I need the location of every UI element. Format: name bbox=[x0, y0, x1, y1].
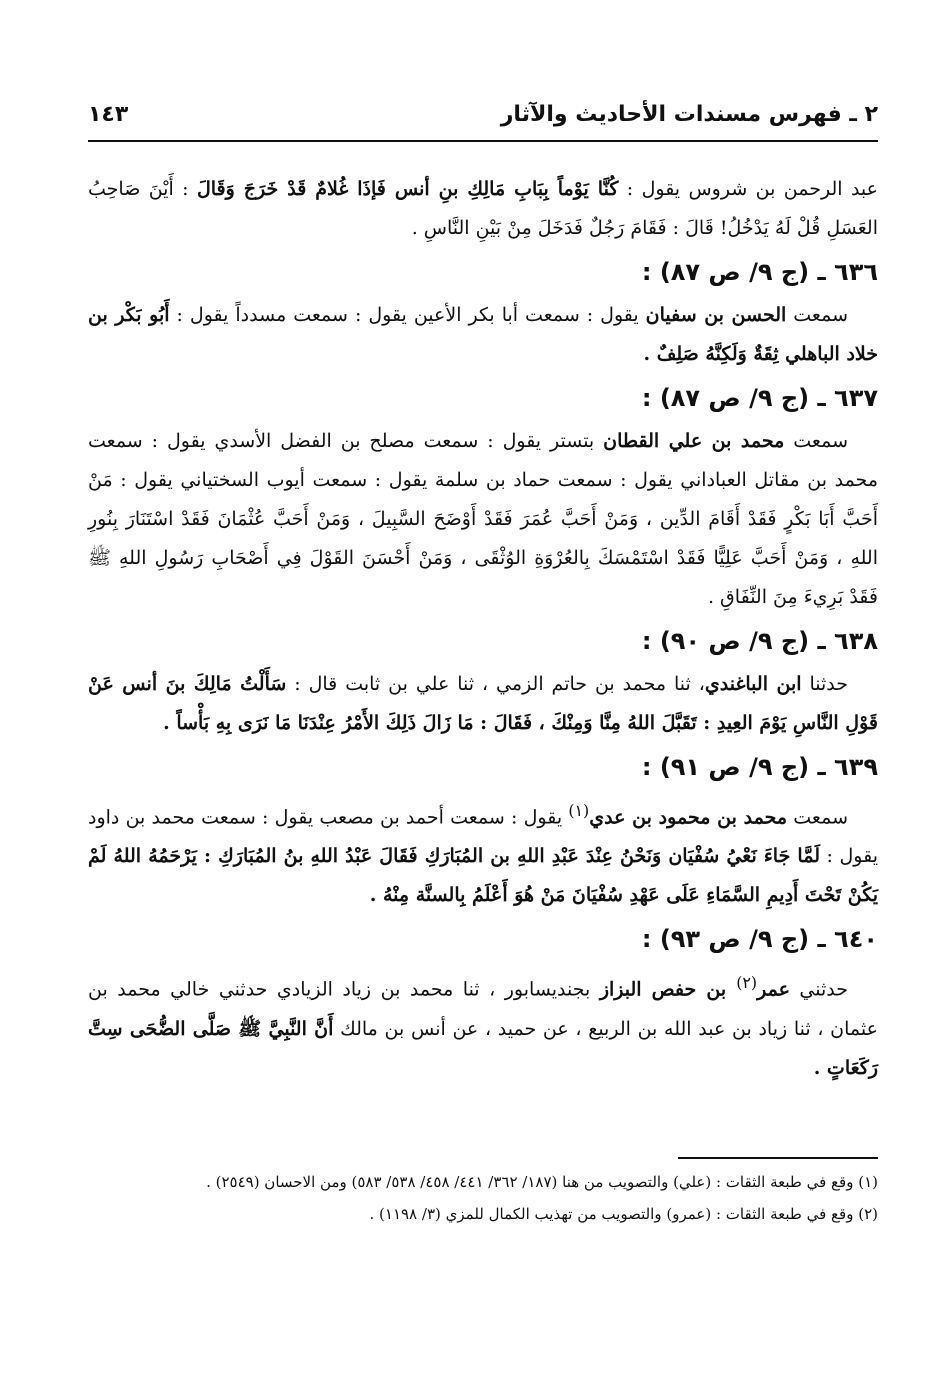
text-run: بجنديسابور ، ثنا محمد بن زياد الزيادي حدثني خالي محمد بن عثمان ، ثنا زياد بن عبد الله بن الربيع ، عن حميد ، عن أنس بن مالك bbox=[88, 978, 878, 1040]
entry-heading-636: ٦٣٦ ـ (ج ٩/ ص ٨٧) : bbox=[641, 258, 878, 286]
bold-quote: أَبُو بَكْر بن خلاد الباهلي ثِقَةٌ وَلَكِنَّهُ صَلِفٌ . bbox=[88, 304, 878, 365]
footnote-ref: (٢) bbox=[736, 973, 758, 993]
entry-heading-638: ٦٣٨ ـ (ج ٩/ ص ٩٠) : bbox=[641, 627, 878, 655]
text-run: بتستر يقول : سمعت مصلح بن الفضل الأسدي يقول : سمعت محمد بن مقاتل العباداني يقول : سمعت حماد بن سلمة يقول : سمعت أيوب السختياني يقول : مَنْ أَحَبَّ أَبَا بَكْرٍ فَقَدْ أَقَامَ الدِّين ، وَمَنْ أَحَبَّ عُمَرَ فَقَدْ أَوْضَحَ السَّبِيلَ ، وَمَنْ أَحَبَّ عُثْمَانَ فَقَدْ اسْتَنَارَ بِنُورِ اللهِ ، وَمَنْ أَحَبَّ عَلِيًّا فَقَدْ اسْتَمْسَكَ بِالعُرْوَةِ الوُثْقَى ، وَمَنْ أَحْسَنَ القَوْلَ فِي أَصْحَابِ رَسُولِ اللهِ ﷺ فَقَدْ بَرِيءَ مِنَ النِّفَاقِ . bbox=[88, 430, 878, 608]
bold-quote: لَمَّا جَاءَ نَعْيُ سُفْيَان وَنَحْنُ عِنْدَ عَبْدِ اللهِ بن المُبَارَكِ فَقَالَ عَبْدُ اللهِ بنُ المُبَارَكِ : يَرْحَمُهُ اللهُ لَمْ يَكُنْ تَحْتَ أَدِيمِ السَّمَاءِ عَلَى عَهْدِ سُفْيَانَ مَنْ هُوَ أَعْلَمُ بِالسنَّة مِنْهُ . bbox=[88, 845, 878, 907]
text-run: عبد الرحمن بن شروس يقول : bbox=[618, 178, 878, 200]
entry-heading-639: ٦٣٩ ـ (ج ٩/ ص ٩١) : bbox=[641, 753, 878, 781]
entry-heading-637: ٦٣٧ ـ (ج ٩/ ص ٨٧) : bbox=[641, 384, 878, 412]
entry-text-639 bbox=[88, 791, 878, 915]
text-run: سمعت bbox=[787, 806, 848, 829]
text-run: سمعت bbox=[784, 430, 848, 452]
text-run: : أَيْنَ صَاحِبُ العَسَلِ قُلْ لَهُ يَدْخُلُ! قَالَ : فَقَامَ رَجُلٌ فَدَخَلَ مِنْ بَيْنِ النَّاسِ . bbox=[88, 178, 878, 239]
footnotes bbox=[88, 1168, 878, 1232]
entry-heading-640: ٦٤٠ ـ (ج ٩/ ص ٩٣) : bbox=[641, 925, 878, 954]
narrator-name: محمد بن علي القطان bbox=[603, 430, 785, 452]
text-run: سمعت bbox=[786, 304, 848, 326]
footnote-ref: (١) bbox=[568, 801, 590, 820]
entry-text-640 bbox=[88, 963, 878, 1087]
page-body bbox=[88, 170, 878, 1088]
continued-paragraph bbox=[88, 170, 878, 248]
running-title: ٢ ـ فهرس مسندات الأحاديث والآثار bbox=[500, 102, 878, 127]
footnote-1: (١) وقع في طبعة الثقات : (علي) والتصويب من هنا (١٨٧/ ٣٦٢/ ٤٤١/ ٤٥٨/ ٥٣٨/ ٥٨٣) ومن الاحسان (٢٥٤٩) . bbox=[206, 1173, 878, 1191]
bold-quote: سَأَلْتُ مَالِكَ بنَ أنس عَنْ قَوْلِ النَّاسِ يَوْمَ العِيدِ : تَقَبَّلَ اللهُ مِنَّا وَمِنْكَ ، فَقَالَ : مَا زَالَ ذَلِكَ الأَمْرُ عِنْدَنَا مَا نَرَى بِهِ بَأْساً . bbox=[88, 673, 878, 734]
entry-text-637 bbox=[88, 422, 878, 617]
narrator-name: محمد بن محمود بن عدي bbox=[589, 806, 788, 829]
text-run: حدثنا bbox=[801, 673, 848, 695]
bold-quote: كُنَّا يَوْماً بِبَابِ مَالِكِ بنِ أنس فَإذَا غُلامٌ قَدْ خَرَجَ وَقَالَ bbox=[196, 178, 619, 200]
text-run: حدثني bbox=[789, 978, 849, 1001]
text-run: ، ثنا محمد بن حاتم الزمي ، ثنا علي بن ثابت قال : bbox=[286, 673, 705, 695]
page-number: ١٤٣ bbox=[88, 102, 129, 127]
page-header bbox=[88, 100, 878, 142]
text-run: يقول : سمعت أحمد بن مصعب يقول : سمعت محمد بن داود يقول : bbox=[88, 806, 878, 868]
narrator-name: عمر bbox=[757, 978, 790, 1001]
footnote-2: (٢) وقع في طبعة الثقات : (عمرو) والتصويب من تهذيب الكمال للمزي (٣/ ١١٩٨) . bbox=[369, 1205, 878, 1223]
narrator-name: الحسن بن سفيان bbox=[645, 304, 787, 326]
footnote-divider bbox=[678, 1157, 878, 1159]
entry-text-638 bbox=[88, 665, 878, 743]
text-run: يقول : سمعت أبا بكر الأعين يقول : سمعت مسدداً يقول : bbox=[169, 304, 646, 326]
book-page bbox=[88, 0, 878, 1374]
narrator-name: ابن الباغندي bbox=[704, 673, 802, 695]
entry-text-636 bbox=[88, 296, 878, 374]
bold-quote: أَنَّ النَّبِيَّ ﷺ صَلَّى الضُّحَى سِتَّ رَكَعَاتٍ . bbox=[88, 1017, 878, 1079]
narrator-name: بن حفص البزاز bbox=[599, 978, 737, 1001]
